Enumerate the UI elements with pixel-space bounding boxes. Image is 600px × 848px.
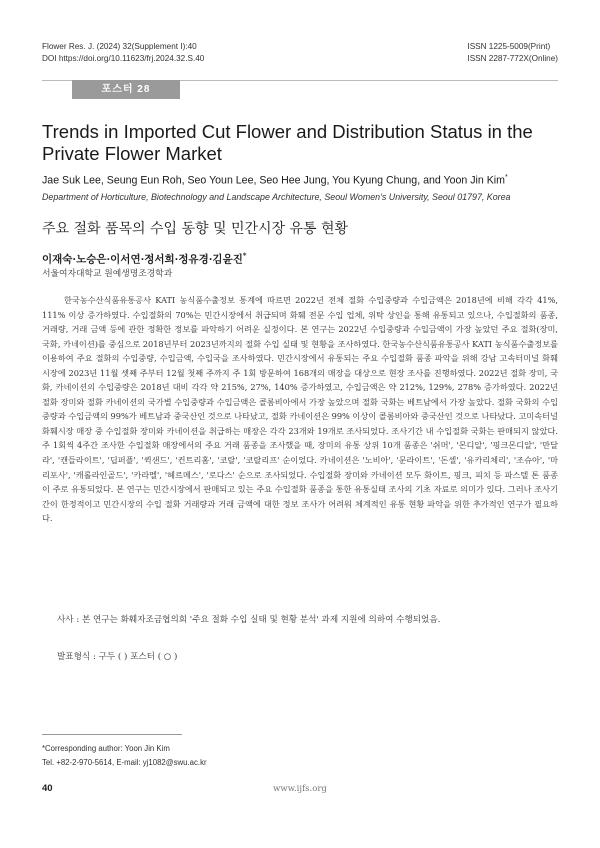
poster-tag: 포스터 28 — [72, 80, 180, 99]
issn-print: ISSN 1225-5009(Print) — [467, 42, 551, 51]
korean-author-names: 이재숙·노승은·이서연·정서희·정유경·김윤진 — [42, 253, 243, 266]
doi-line: DOI https://doi.org/10.11623/frj.2024.32.S.40 — [42, 54, 205, 63]
footnote-divider — [42, 734, 182, 735]
korean-affiliation: 서울여자대학교 원예생명조경학과 — [42, 269, 173, 279]
abstract-body: 한국농수산식품유통공사 KATI 농식품수출정보 통계에 따르면 2022년 전체 절화 수입중량과 수입금액은 2018년에 비해 각각 41%, 111% 이상 증가하였다. 수입절화의 70%는 민간시장에서 취급되며 화훼 전문 수입 업체, 위탁 상인을 통해 유통되고 있으나, 수입절화의 품종, 거래량, 거래 금액 등에 관한 정확한 정보를 파악하기 어려운 실정이다. 본 연구는 2022년 수입중량과 수입금액이 가장 높았던 주요 절화(장미, 국화, 카네이션)를 중심으로 2018년부터 2023년까지의 절화 수입 실태 및 현황을 조사하였다. 한국농수산식품유통공사 KATI 농식품수출정보를 이용하여 주요 절화의 수입중량, 수입금액, 수입국을 조사하였다. 민간시장에서 유통되는 주요 수입절화 품종 파악을 위해 강남 고속터미널 화훼시장에 2023년 11월 셋째 주부터 12월 첫째 주까지 주 1회 방문하여 168개의 매장을 대상으로 현장 조사를 진행하였다. 2022년 절화 장미, 국화, 카네이션의 수입중량은 2018년 대비 각각 약 215%, 27%, 140% 증가하였고, 수입금액은 약 212%, 129%, 278% 증가하였다. 2022년 절화 장미와 절화 카네이션의 국가별 수입중량과 수입금액은 콜롬비아에서 가장 높았으며 절화 국화는 베트남에서 가장 높았다. 절화 국화의 수입중량과 수입금액의 99%가 베트남과 중국산인 것으로 나타났고, 절화 카네이션은 99% 이상이 콜롬비아와 중국산인 것으로 나타났다. 고미속터널 화훼시장 매장 중 수입절화 장미와 카네이션을 취급하는 매장은 각각 23개와 19개로 조사되었다. 조사기간 내 수입절화 국화는 판매되지 않았다. 주 1회씩 4주간 조사한 수입절화 매장에서의 주요 거래 품종을 조사했을 때, 장미의 유통 상위 10개 품종은 '쉬머', '몬디알', '핑크몬디알', '만달라', '캔들라이트', '딥퍼플', '퀵샌드', '컨트리홈', '코랄', '코랄리프' 순이었다. 카네이션은 '노비아', '문라이트', '돈셀', '유카리체리', '조슈아', '마리포사', '캐롤라인골드', '카라멜', '헤르메스', '로다스' 순으로 조사되었다. 수입절화 장미와 카네이션 모두 화이트, 핑크, 피치 등 파스텔 톤 품종이 주로 유통되었다. 본 연구는 민간시장에서 판매되고 있는 주요 수입절화 품종을 통한 유통실태 조사의 기초 자료로 의미가 있다. 그러나 조사기간이 한정적이고 민간시장의 수입 절화 거래량과 거래 금액에 대한 정보 조사가 어려워 체계적인 유통 현황 파악을 위한 추가적인 연구가 필요하다. — [42, 295, 558, 524]
page-number: 40 — [42, 783, 53, 794]
korean-author-list — [42, 251, 247, 267]
author-names: Jae Suk Lee, Seung Eun Roh, Seo Youn Lee, Seo Hee Jung, You Kyung Chung, and Yoon Jin Kim — [42, 174, 505, 187]
corresponding-author: *Corresponding author: Yoon Jin Kim — [42, 744, 170, 753]
footnote — [42, 742, 207, 770]
acknowledgement: 사사 : 본 연구는 화훼자조금협의회 '주요 절화 수입 실태 및 현황 분석' 과제 지원에 의하여 수행되었음. — [57, 615, 441, 625]
contact-info: Tel. +82-2-970-5614, E-mail: yj1082@swu.ac.kr — [42, 758, 207, 767]
affiliation: Department of Horticulture, Biotechnology and Landscape Architecture, Seoul Women’s University, Seoul 01797, Korea — [42, 192, 511, 202]
journal-website: www.ijfs.org — [273, 784, 327, 794]
korean-title: 주요 절화 품목의 수입 동향 및 민간시장 유통 현황 — [42, 221, 349, 237]
presentation-type: 발표형식 : 구두 ( ) 포스터 ( ○ ) — [57, 652, 178, 662]
author-list — [42, 174, 572, 187]
corresponding-mark: * — [504, 174, 508, 181]
issn-online: ISSN 2287-772X(Online) — [467, 54, 558, 63]
journal-citation: Flower Res. J. (2024) 32(Supplement I):40 — [42, 42, 197, 51]
running-header — [42, 41, 558, 81]
paper-title: Trends in Imported Cut Flower and Distribution Status in the Private Flower Market — [42, 121, 533, 164]
korean-corresponding-mark: * — [242, 251, 247, 260]
